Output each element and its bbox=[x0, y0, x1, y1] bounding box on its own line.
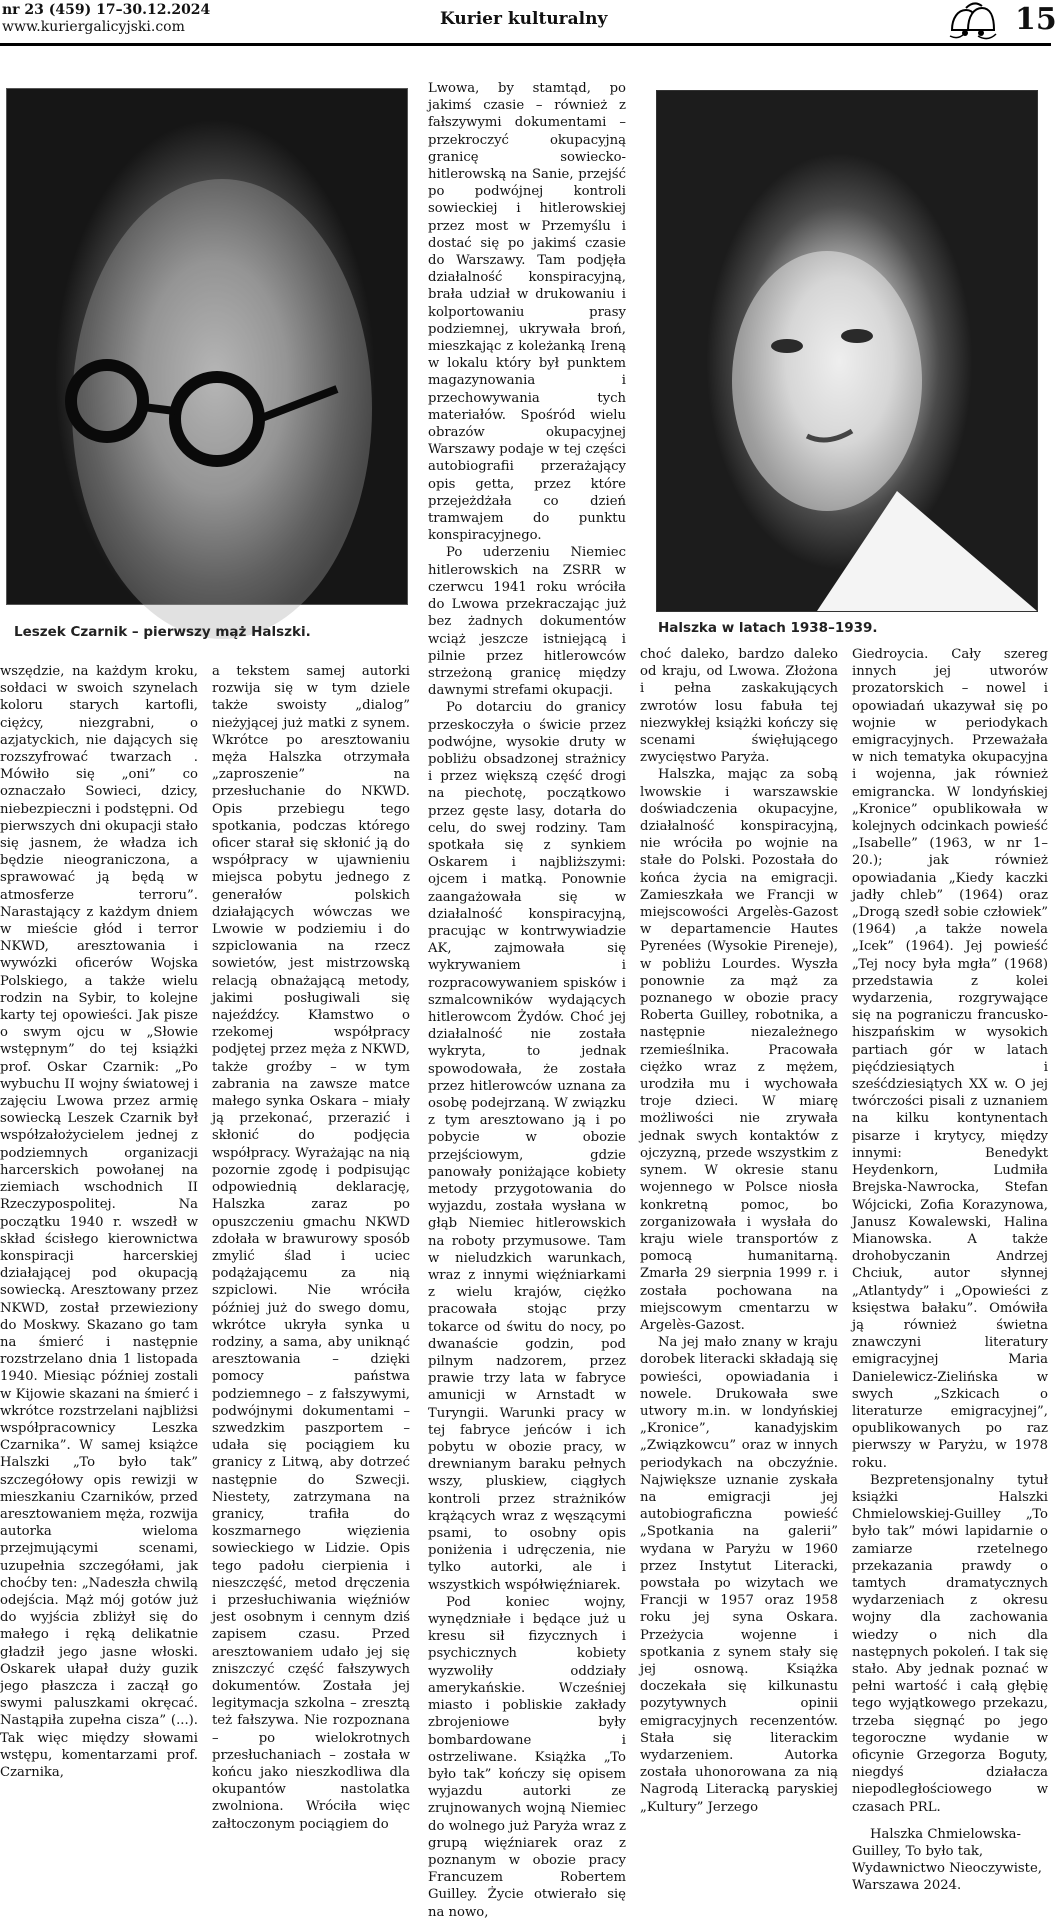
article-column-4 bbox=[640, 646, 838, 1816]
book-credit: Halszka Chmielowska-Guilley, To było tak, Wydawnictwo Nieoczywiste, Warszawa 2024. bbox=[852, 1826, 1042, 1894]
photo-leszek-czarnik bbox=[0, 82, 410, 647]
page-header bbox=[0, 0, 1057, 46]
article-column-1 bbox=[0, 663, 198, 1781]
photo-caption: Leszek Czarnik – pierwszy mąż Halszki. bbox=[14, 624, 311, 640]
photo-caption: Halszka w latach 1938–1939. bbox=[658, 620, 878, 636]
article-column-3 bbox=[428, 80, 626, 1921]
page-number: 15 bbox=[1015, 2, 1057, 37]
paragraph: choć daleko, bardzo daleko od kraju, od Lwowa. Złożona i pełna zaskakujących zwrotów losu fabuła tej niezwykłej książki kończy się scenami święłującego zwycięstwo Paryża. bbox=[640, 647, 838, 766]
paragraph: Giedroycia. Cały szereg innych jej utworów prozatorskich – nowel i opowiadań ukazywał się po wojnie w periodykach emigracyjnych. Przeważała w nich tematyka okupacyjna i wojenna, jak również emigrancka. W londyńskiej „Kronice” opublikowała w kolejnych odcinkach powieść „Isabelle” (1963, w nr 1–20.); jak również opowiadania „Kiedy kaczki jadły chleb” (1964) oraz „Drogą szedł sobie człowiek” (1964) ,a także nowela „Icek” (1964). Jej powieść „Tej nocy była mgła” (1968) przedstawia z kolei wydarzenia, rozgrywające się na pograniczu francusko-hiszpańskim w wysokich partiach gór w latach pięćdziesiątych i sześćdziesiątych XX w. O jej twórczości pisali z uznaniem na kilku kontynentach pisarze i krytycy, między innymi: Benedykt Heydenkorn, Ludmiła Brejska-Nawrocka, Stefan Wójcicki, Zofia Korazynowa, Janusz Kowalewski, Halina Mianowska. A także drohobyczanin Andrzej Chciuk, autor słynnej „Atlantydy” i „Opowieści z księstwa bałaku”. Omówiła ją również świetna znawczyni literatury emigracyjnej Maria Danielewicz-Zielińska w swych „Szkicach o literaturze emigracyjnej”, opublikowanych po raz pierwszy w Paryżu, w 1978 roku. bbox=[852, 647, 1048, 1471]
photo-halszka bbox=[640, 82, 1051, 642]
paragraph: a tekstem samej autorki rozwija się w tym dziele także swoisty „dialog” nieżyjącej już matki z synem. Wkrótce po aresztowaniu męża Halszka otrzymała „zaproszenie” na przesłuchanie do NKWD. Opis przebiegu tego spotkania, podczas którego oficer starał się skłonić ją do współpracy w ujawnieniu miejsca pobytu jednego z generałów polskich działających wówczas we Lwowie w podziemiu i do szpiclowania na rzecz sowietów, jest mistrzowską relacją obnażającą metody, jakimi posługiwali się najeźdźcy. Kłamstwo o rzekomej współpracy podjętej przez męża z NKWD, także groźby – w tym zabrania na zawsze matce małego synka Oskara – miały ją przekonać, przerazić i skłonić do podjęcia współpracy. Wyrażając na nią pozornie zgodę i podpisując odpowiednią deklarację, Halszka zaraz po opuszczeniu gmachu NKWD zdołała w brawurowy sposób zmylić ślad i uciec podążającemu za nią szpiclowi. Nie wróciła później już do swego domu, wkrótce ukryła synka u rodziny, a sama, aby uniknąć aresztowania – dzięki pomocy państwa podziemnego – z fałszywymi, podwójnymi dokumentami – szwedzkim paszportem – udała się pociągiem ku granicy z Litwą, aby dotrzeć następnie do Szwecji. Niestety, zatrzymana na granicy, trafiła do koszmarnego więzienia sowieckiego w Lidzie. Opis tego padołu cierpienia i nieszczęść, metod dręczenia i przesłuchiwania więźniów jest osobnym i cennym dziś zapisem czasu. Przed aresztowaniem udało jej się zniszczyć część fałszywych dokumentów. Została jej legitymacja szkolna – zresztą też fałszywa. Nie rozpoznana – po wielokrotnych przesłuchaniach – została w końcu jako nieszkodliwa dla okupantów nastolatka zwolniona. Wróciła więc załtoczonym pociągiem do bbox=[212, 664, 410, 1832]
paragraph: Halszka, mając za sobą lwowskie i warszawskie doświadczenia okupacyjne, działalność konspiracyjną, nie wróciła po wojnie na stałe do Polski. Pozostała do końca życia na emigracji. Zamieszkała we Francji w miejscowości Argelès-Gazost w departamencie Hautes Pyrenées (Wysokie Pireneje), w pobliżu Lourdes. Wyszła ponownie za mąż za poznanego w obozie pracy Roberta Guilley, robotnika, a następnie niezależnego rzemieślnika. Pracowała ciężko wraz z mężem, urodziła mu i wychowała troje dzieci. W miarę możliwości nie zrywała jednak swych kontaktów z ojczyzną, przede wszystkim z synem. W okresie stanu wojennego w Polsce niosła konkretną pomoc, bo zorganizowała i wysłała do kraju wiele transportów z pomocą humanitarną. Zmarła 29 sierpnia 1999 r. i została pochowana na miejscowym cmentarzu w Argelès-Gazost. bbox=[640, 767, 838, 1333]
portrait-image bbox=[6, 88, 408, 605]
portrait-image bbox=[656, 90, 1038, 612]
paragraph: Pod koniec wojny, wynędzniałe i będące już u kresu sił fizycznych i psychicznych kobiety wyzwoliły oddziały amerykańskie. Wcześniej miasto i pobliskie zakłady zbrojeniowe były bombardowane i ostrzeliwane. Książka „To było tak” kończy się opisem wyjazdu autorki ze zrujnowanych wojną Niemiec do wolnego już Paryża wraz z grupą więźniarek oraz z poznanym w obozie pracy Francuzem Robertem Guilley. Życie otwierało się na nowo, bbox=[428, 1594, 626, 1920]
header-rule bbox=[0, 43, 1051, 46]
paragraph: Bezpretensjonalny tytuł książki Halszki Chmielowskiej-Guilley „To było tak” mówi lapidarnie o zamiarze rzetelnego przekazania prawdy o tamtych dramatycznych wydarzeniach z okresu wojny dla zachowania wiedzy o nich dla następnych pokoleń. I tak się stało. Aby jednak poznać w pełni wartość i całą głębię tego wyjątkowego przekazu, trzeba sięgnąć po jego tegoroczne wydanie w oficynie Grzegorza Boguty, niegdyś działacza niepodległościowego w czasach PRL. bbox=[852, 1472, 1048, 1815]
website-link[interactable]: www.kuriergalicyjski.com bbox=[2, 19, 185, 35]
paragraph: wszędzie, na każdym kroku, sołdaci w swoich szynelach koloru starych kartofli, ciężcy, niezgrabni, o azjatyckich, nie dających się rozszyfrować twarzach . Mówiło się „oni” co oznaczało Sowieci, dzicy, niebezpieczni i podstępni. Od pierwszych dni okupacji stało się jasnem, że władza ich będzie nieograniczona, a sprawować ją będą w atmosferze terroru”. Narastający z każdym dniem w mieście głód i terror NKWD, aresztowania i wywózki oficerów Wojska Polskiego, a także wielu rodzin na Sybir, to kolejne karty tej opowieści. Jak pisze o swym ojcu w „Słowie wstępnym” do tej książki prof. Oskar Czarnik: „Po wybuchu II wojny światowej i zajęciu Lwowa przez armię sowiecką Leszek Czarnik był współzałożycielem jednej z podziemnych organizacji harcerskich powołanej na ziemiach wschodnich II Rzeczypospolitej. Na początku 1940 r. wszedł w skład ścisłego kierownictwa konspiracji harcerskiej działającej pod okupacją sowiecką. Aresztowany przez NKWD, został przewieziony do Moskwy. Skazano go tam na śmierć i następnie rozstrzelano dnia 1 listopada 1940. Miesiąc później zostali w Kijowie skazani na śmierć i wkrótce rozstrzelani najbliżsi współpracownicy Leszka Czarnika”. W samej książce Halszki „To było tak” szczegółowy opis rewizji w mieszkaniu Czarników, przed aresztowaniem męża, rozwija autorka wieloma przejmującymi scenami, uzupełnia szczegółami, jak choćby ten: „Nadeszła chwilą odejścia. Mąż mój gotów już do wyjścia zbliżył się do małego i ręką delikatnie gładził jego jasne włoski. Oskarek ułapał duży guzik jego płaszcza i zaczął go swymi paluszkami okręcać. Nastąpiła zupełna cisza” (...). Tak więc między słowami wstępu, komentarzami prof. Czarnika, bbox=[0, 664, 198, 1780]
paragraph: Po dotarciu do granicy przeskoczyła o świcie przez podwójne, wysokie druty w pobliżu obsadzonej strażnicy i przez większą część drogi na piechotę, początkowo przez gęste lasy, dotarła do celu, do swej rodziny. Tam spotkała się z synkiem Oskarem i najbliższymi: ojcem i matką. Ponownie zaangażowała się w działalność konspiracyjną, pracując w kontrwywiadzie AK, zajmowała się wykrywaniem i rozpracowywaniem spisków i szmalcowników wydających hitlerowcom Żydów. Choć jej działalność nie została wykryta, to jednak spowodowała, że została przez hitlerowców uznana za osobę podejrzaną. W związku z tym aresztowano ją i po pobycie w obozie przejściowym, gdzie panowały poniżające kobiety metody przygotowania do wyjazdu, została wysłana w głąb Niemiec hitlerowskich na roboty przymusowe. Tam w nieludzkich warunkach, wraz z innymi więźniarkami z wielu krajów, ciężko pracowała stojąc przy tokarce od świtu do nocy, po dwanaście godzin, pod pilnym nadzorem, przez prawie trzy lata w fabryce amunicji w Arnstadt w Turyngii. Warunki pracy w tej fabryce jeńców i ich pobytu w obozie pracy, w drewnianym baraku pełnych wszy, pluskiew, ciągłych kontroli przez strażników krążących wraz z węszącymi psami, to osobny opis poniżenia i udręczenia, nie tylko autorki, ale i wszystkich współwięźniarek. bbox=[428, 700, 626, 1593]
issue-number: nr 23 (459) 17–30.12.2024 bbox=[2, 2, 211, 18]
paragraph: Lwowa, by stamtąd, po jakimś czasie – również z fałszywymi dokumentami – przekroczyć okupacyjną granicę sowiecko-hitlerowską na Sanie, przejść po podwójnej kontroli sowieckiej i hitlerowskiej przez most w Przemyślu i dostać się po jakimś czasie do Warszawy. Tam podjęła działalność konspiracyjną, brała udział w drukowaniu i kolportowaniu prasy podziemnej, ukrywała broń, mieszkając z koleżanką Ireną w lokalu który był punktem magazynowania i przechowywania tych materiałów. Spośród wielu obrazów okupacyjnej Warszawy podaje w tej części autobiografii przerażający opis getta, przez które przejeżdżała co dzień tramwajem do punktu konspiracyjnego. bbox=[428, 81, 626, 544]
portrait-shape bbox=[657, 91, 1037, 611]
section-title: Kurier kulturalny bbox=[440, 9, 608, 29]
glasses-icon bbox=[7, 89, 407, 604]
paragraph: Po uderzeniu Niemiec hitlerowskich na ZSRR w czerwcu 1941 roku wróciła do Lwowa przekraczając już bez żadnych dokumentów wciąż jeszcze istniejącą i pilnie przez hitlerowców strzeżoną granicę między dawnymi strefami okupacji. bbox=[428, 545, 626, 699]
christmas-bells-icon bbox=[944, 0, 1000, 42]
article-column-2 bbox=[212, 663, 410, 1833]
paragraph: Na jej mało znany w kraju dorobek literacki składają się powieści, opowiadania i nowele. Drukowała swe utwory m.in. w londyńskiej „Kronice”, kanadyjskim „Związkowcu” oraz w innych periodykach na obczyźnie. Największe uznanie zyskała na emigracji jej autobiograficzna powieść „Spotkania na galerii” wydana w Paryżu w 1960 przez Instytut Literacki, powstała po wizytach we Francji w 1957 oraz 1958 roku jej syna Oskara. Przeżycia wojenne i spotkania z synem stały się jej osnową. Książka doczekała się kilkunastu pozytywnych opinii emigracyjnych recenzentów. Stała się literackim wydarzeniem. Autorka została uhonorowana za nią Nagrodą Literacką paryskiej „Kultury” Jerzego bbox=[640, 1335, 838, 1815]
article-column-5 bbox=[852, 646, 1048, 1895]
